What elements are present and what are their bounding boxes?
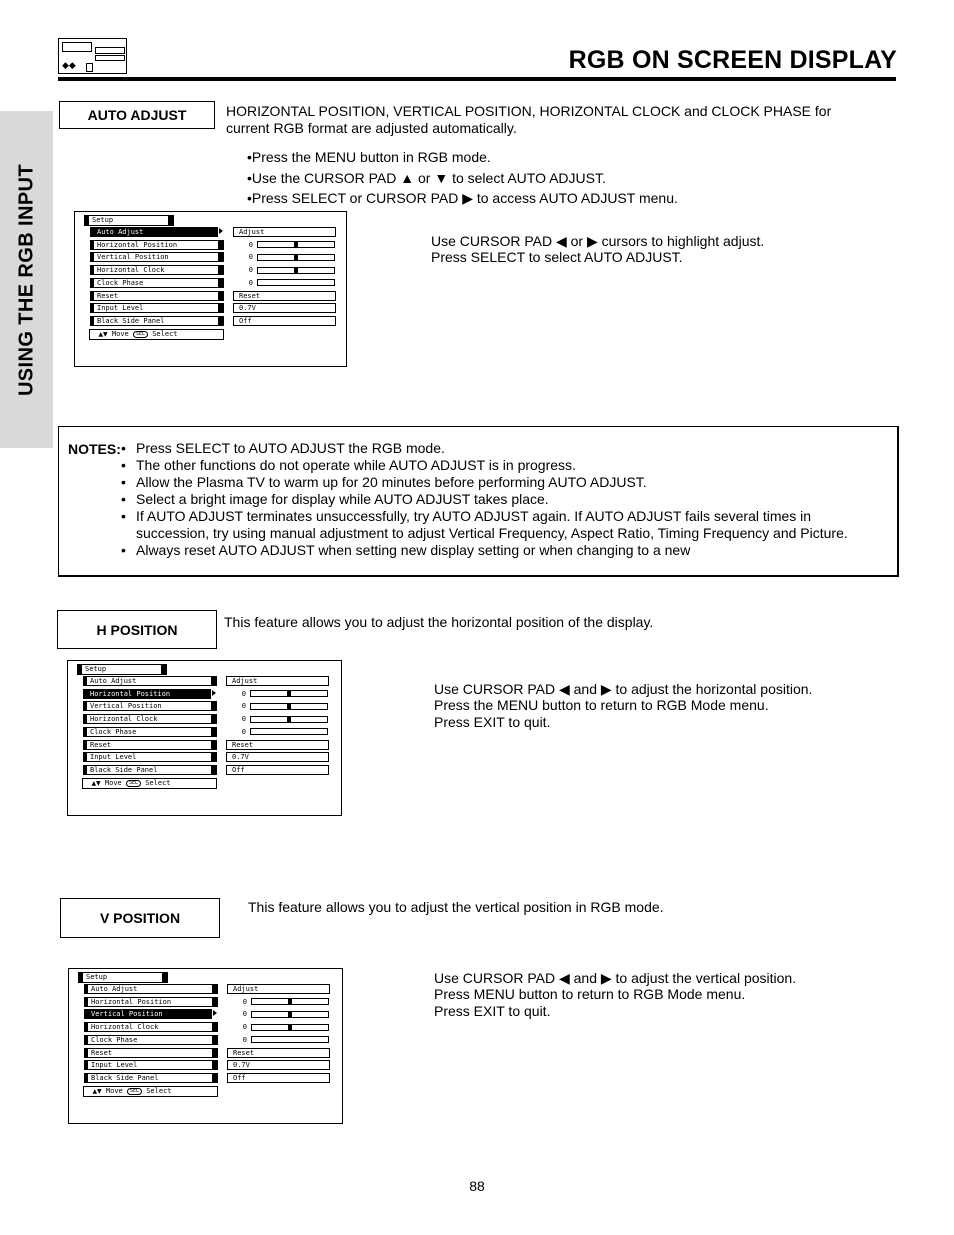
- osd-header-label: Setup: [85, 665, 107, 673]
- osd-menu-item-label: Black Side Panel: [90, 765, 158, 774]
- osd-value-number: 0: [242, 1023, 247, 1032]
- updown-arrow-icon: ▲▼: [98, 330, 108, 338]
- osd-menu-item: [87, 1048, 218, 1058]
- osd-slider-knob: [287, 704, 291, 709]
- osd-menu-item: [86, 676, 217, 686]
- osd-menu-item-label: Vertical Position: [90, 702, 162, 711]
- osd-hint-bar: [82, 778, 217, 789]
- osd-menu-item: [93, 303, 224, 313]
- osd-slider: [257, 267, 335, 274]
- side-tab-label: USING THE RGB INPUT: [15, 163, 37, 396]
- auto-adjust-label: AUTO ADJUST: [59, 101, 215, 129]
- osd-slider: [250, 728, 328, 735]
- osd-menu-item: [86, 727, 217, 737]
- v-position-label: V POSITION: [60, 898, 220, 938]
- osd-menu-item: [86, 689, 217, 699]
- v-position-instruction: Use CURSOR PAD ◀ and ▶ to adjust the vertical position.: [434, 970, 797, 986]
- note-item: • Always reset AUTO ADJUST when setting new display setting or when changing to a new: [120, 542, 880, 559]
- osd-slider-knob: [294, 268, 298, 273]
- osd-value-number: 0: [241, 715, 246, 724]
- notes-list: [120, 440, 880, 559]
- manual-logo-icon: ◆◆: [58, 38, 127, 74]
- sel-button-icon: SEL: [127, 1088, 142, 1095]
- h-position-instruction: Press EXIT to quit.: [434, 714, 551, 730]
- osd-value-field: Adjust: [233, 227, 336, 237]
- osd-menu-item: [87, 1022, 218, 1032]
- osd-header: [78, 972, 168, 983]
- osd-value-number: 0: [241, 689, 246, 698]
- note-item: • Select a bright image for display while AUTO ADJUST takes place.: [120, 491, 880, 508]
- osd-screen-h-position: [67, 660, 342, 816]
- osd-value-field: Off: [233, 316, 336, 326]
- osd-slider-knob: [287, 717, 291, 722]
- auto-adjust-instruction: Use CURSOR PAD ◀ or ▶ cursors to highlight adjust.: [431, 233, 765, 249]
- osd-value-number: 0: [248, 253, 253, 262]
- updown-arrow-icon: ▲▼: [92, 1087, 102, 1095]
- osd-slider-knob: [288, 999, 292, 1004]
- osd-menu-item: [86, 701, 217, 711]
- v-position-description: This feature allows you to adjust the vertical position in RGB mode.: [248, 899, 664, 915]
- osd-menu-item: [93, 265, 224, 275]
- osd-value-number: 0: [248, 240, 253, 249]
- osd-menu-item-label: Reset: [90, 740, 112, 749]
- osd-menu-item-label: Auto Adjust: [90, 677, 137, 685]
- osd-menu-item: [87, 1035, 218, 1045]
- h-position-instruction: Press the MENU button to return to RGB Mode menu.: [434, 697, 769, 713]
- osd-slider: [257, 254, 335, 261]
- hint-select: Select: [146, 1086, 172, 1095]
- osd-slider: [257, 241, 335, 248]
- osd-menu-item: [93, 316, 224, 326]
- v-position-instruction: Press EXIT to quit.: [434, 1003, 551, 1019]
- auto-adjust-step: •Use the CURSOR PAD ▲ or ▼ to select AUTO ADJUST.: [247, 170, 606, 186]
- note-item: • If AUTO ADJUST terminates unsuccessfully, try AUTO ADJUST again. If AUTO ADJUST fails several times in succession, try using manual adjustment to adjust Vertical Frequency, Aspect Ratio, Timing Frequency and Picture.: [120, 508, 880, 542]
- osd-header-label: Setup: [92, 216, 114, 224]
- sel-button-icon: SEL: [126, 780, 141, 787]
- osd-menu-item: [87, 984, 218, 994]
- h-position-description: This feature allows you to adjust the horizontal position of the display.: [224, 614, 654, 630]
- osd-value-field: 0.7V: [227, 1060, 330, 1070]
- hint-move: Move: [111, 329, 129, 338]
- osd-menu-item-label: Clock Phase: [90, 727, 137, 736]
- osd-menu-item-label: Clock Phase: [97, 278, 144, 287]
- note-item: • Press SELECT to AUTO ADJUST the RGB mode.: [120, 440, 880, 457]
- auto-adjust-description: HORIZONTAL POSITION, VERTICAL POSITION, HORIZONTAL CLOCK and CLOCK PHASE for current RGB format are adjusted automatically.: [226, 103, 832, 136]
- osd-header-label: Setup: [86, 973, 108, 981]
- osd-value-field: 0.7V: [226, 752, 329, 762]
- osd-menu-item-label: Input Level: [97, 304, 144, 313]
- sel-button-icon: SEL: [133, 331, 148, 338]
- osd-menu-item: [86, 752, 217, 762]
- osd-menu-item-label: Horizontal Position: [91, 997, 172, 1006]
- osd-menu-item: [93, 291, 224, 301]
- notes-box: [58, 426, 899, 577]
- osd-value-field: Reset: [227, 1048, 330, 1058]
- v-position-instruction: Press MENU button to return to RGB Mode menu.: [434, 986, 746, 1002]
- osd-value-field: Off: [226, 765, 329, 775]
- osd-slider: [250, 703, 328, 710]
- osd-value-field: Reset: [226, 740, 329, 750]
- auto-adjust-instruction: Press SELECT to select AUTO ADJUST.: [431, 249, 683, 265]
- osd-menu-item-label: Input Level: [91, 1061, 138, 1070]
- osd-menu-item-label: Horizontal Clock: [97, 266, 165, 275]
- osd-value-number: 0: [248, 266, 253, 275]
- side-tab: [0, 111, 53, 448]
- osd-slider: [251, 1024, 329, 1031]
- osd-value-number: 0: [241, 702, 246, 711]
- osd-menu-item: [87, 1073, 218, 1083]
- osd-menu-item-label: Horizontal Clock: [90, 715, 158, 724]
- osd-menu-item-label: Auto Adjust: [97, 228, 144, 236]
- osd-slider-knob: [287, 691, 291, 696]
- osd-menu-item: [93, 227, 224, 237]
- osd-menu-item-label: Horizontal Clock: [91, 1023, 159, 1032]
- osd-menu-item: [93, 278, 224, 288]
- osd-value-number: 0: [248, 278, 253, 287]
- auto-adjust-step: •Press SELECT or CURSOR PAD ▶ to access AUTO ADJUST menu.: [247, 190, 678, 206]
- osd-value-field: Reset: [233, 291, 336, 301]
- osd-menu-item-label: Input Level: [90, 753, 137, 762]
- osd-menu-item: [87, 1060, 218, 1070]
- osd-menu-item-label: Reset: [91, 1048, 113, 1057]
- osd-slider-knob: [288, 1012, 292, 1017]
- h-position-instruction: Use CURSOR PAD ◀ and ▶ to adjust the horizontal position.: [434, 681, 813, 697]
- hint-move: Move: [104, 778, 122, 787]
- osd-screen-v-position: [68, 968, 343, 1124]
- osd-menu-item-label: Black Side Panel: [91, 1073, 159, 1082]
- osd-menu-item: [87, 1009, 218, 1019]
- auto-adjust-step: •Press the MENU button in RGB mode.: [247, 149, 491, 165]
- osd-slider: [251, 1036, 329, 1043]
- page-number: 88: [469, 1178, 485, 1194]
- hint-select: Select: [145, 778, 171, 787]
- osd-header: [84, 215, 174, 226]
- osd-value-number: 0: [242, 1010, 247, 1019]
- osd-slider-knob: [288, 1025, 292, 1030]
- osd-menu-item: [86, 765, 217, 775]
- osd-slider: [257, 279, 335, 286]
- osd-value-number: 0: [241, 727, 246, 736]
- osd-slider: [250, 690, 328, 697]
- osd-screen-auto-adjust: [74, 211, 347, 367]
- note-item: • Allow the Plasma TV to warm up for 20 minutes before performing AUTO ADJUST.: [120, 474, 880, 491]
- hint-move: Move: [105, 1086, 123, 1095]
- title-rule: [58, 77, 896, 81]
- page-title: RGB ON SCREEN DISPLAY: [568, 46, 897, 74]
- osd-slider-knob: [294, 242, 298, 247]
- osd-hint-bar: [89, 329, 224, 340]
- osd-slider: [251, 998, 329, 1005]
- osd-value-field: Adjust: [226, 676, 329, 686]
- osd-menu-item-label: Horizontal Position: [97, 240, 178, 249]
- osd-header: [77, 664, 167, 675]
- osd-menu-item-label: Vertical Position: [97, 253, 169, 262]
- osd-value-field: Off: [227, 1073, 330, 1083]
- osd-menu-item-label: Reset: [97, 291, 119, 300]
- osd-value-field: Adjust: [227, 984, 330, 994]
- osd-menu-item: [93, 240, 224, 250]
- note-item: • The other functions do not operate while AUTO ADJUST is in progress.: [120, 457, 880, 474]
- osd-slider: [250, 716, 328, 723]
- osd-menu-item-label: Black Side Panel: [97, 316, 165, 325]
- osd-menu-item: [87, 997, 218, 1007]
- osd-menu-item-label: Vertical Position: [91, 1010, 163, 1019]
- osd-hint-bar: [83, 1086, 218, 1097]
- notes-label: NOTES:: [68, 441, 121, 457]
- h-position-label: H POSITION: [57, 610, 217, 649]
- osd-value-number: 0: [242, 997, 247, 1006]
- updown-arrow-icon: ▲▼: [91, 779, 101, 787]
- osd-menu-item: [93, 252, 224, 262]
- osd-value-number: 0: [242, 1035, 247, 1044]
- osd-menu-item-label: Horizontal Position: [90, 689, 171, 698]
- osd-menu-item: [86, 714, 217, 724]
- osd-menu-item-label: Auto Adjust: [91, 985, 138, 993]
- osd-value-field: 0.7V: [233, 303, 336, 313]
- osd-slider-knob: [294, 255, 298, 260]
- osd-slider: [251, 1011, 329, 1018]
- osd-menu-item: [86, 740, 217, 750]
- hint-select: Select: [152, 329, 178, 338]
- osd-menu-item-label: Clock Phase: [91, 1035, 138, 1044]
